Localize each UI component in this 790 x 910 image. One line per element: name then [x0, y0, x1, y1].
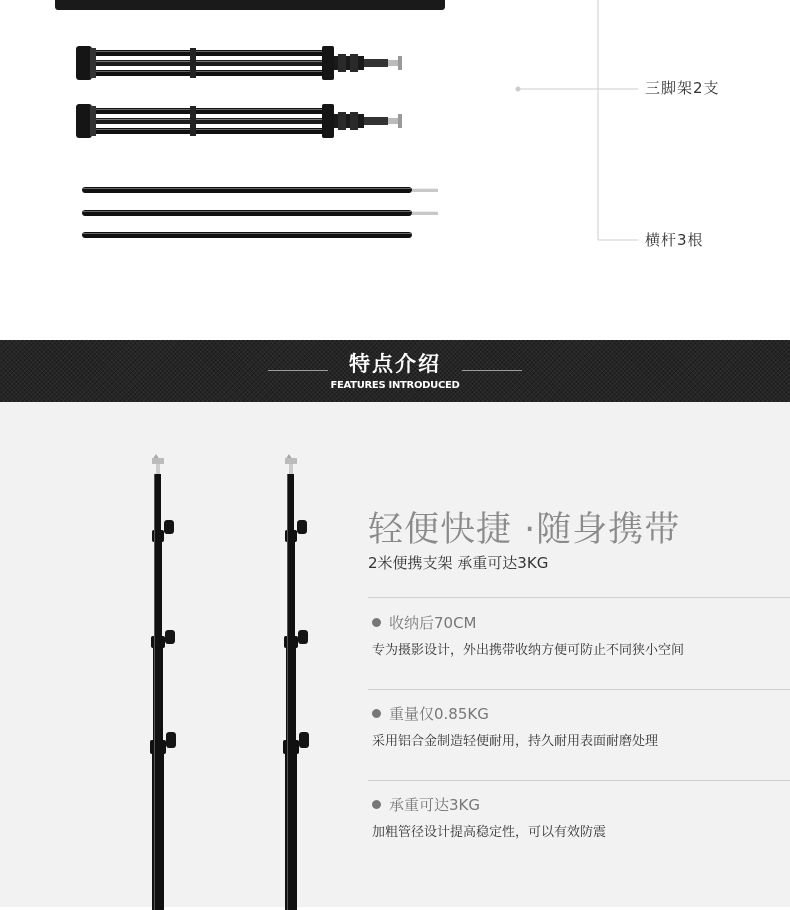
features-headline: 轻便快捷 ·随身携带: [368, 510, 681, 550]
crossbar-pole-image: [82, 210, 438, 216]
feature-item-desc: 专为摄影设计，外出携带收纳方便可防止不同狭小空间: [372, 643, 685, 658]
crossbar-pole-image: [82, 232, 412, 238]
extended-stand-image: [283, 454, 309, 910]
callout-crossbars: 横杆3根: [645, 231, 704, 249]
callout-tripods: 三脚架2支: [645, 79, 720, 97]
feature-item-title: 承重可达3KG: [372, 794, 480, 815]
crossbar-poles-image: [82, 184, 444, 246]
extended-stand-image: [150, 454, 176, 910]
folded-tripod-image: [72, 98, 412, 144]
feature-item-title: 收纳后70CM: [372, 612, 477, 633]
feature-item-desc: 加粗管径设计提高稳定性，可以有效防震: [372, 825, 607, 840]
feature-item-title: 重量仅0.85KG: [372, 703, 489, 724]
bullet-dot-icon: [372, 800, 381, 809]
features-section: [0, 402, 790, 907]
callout-lines: [510, 0, 650, 250]
crossbar-pole-image: [82, 187, 438, 193]
banner-title: 特点介绍: [349, 352, 441, 376]
extended-stands-image: [130, 450, 330, 910]
features-banner: [0, 340, 790, 402]
banner-subtitle: FEATURES INTRODUCED: [330, 380, 460, 391]
bullet-dot-icon: [372, 709, 381, 718]
divider: [368, 689, 790, 690]
carry-bag-edge: [55, 0, 445, 10]
bullet-dot-icon: [372, 618, 381, 627]
divider: [368, 597, 790, 598]
divider: [368, 780, 790, 781]
folded-tripod-image: [72, 40, 412, 86]
feature-item-desc: 采用铝合金制造轻便耐用，持久耐用表面耐磨处理: [372, 734, 659, 749]
package-contents-section: [0, 0, 790, 340]
features-subhead: 2米便携支架 承重可达3KG: [368, 554, 549, 572]
